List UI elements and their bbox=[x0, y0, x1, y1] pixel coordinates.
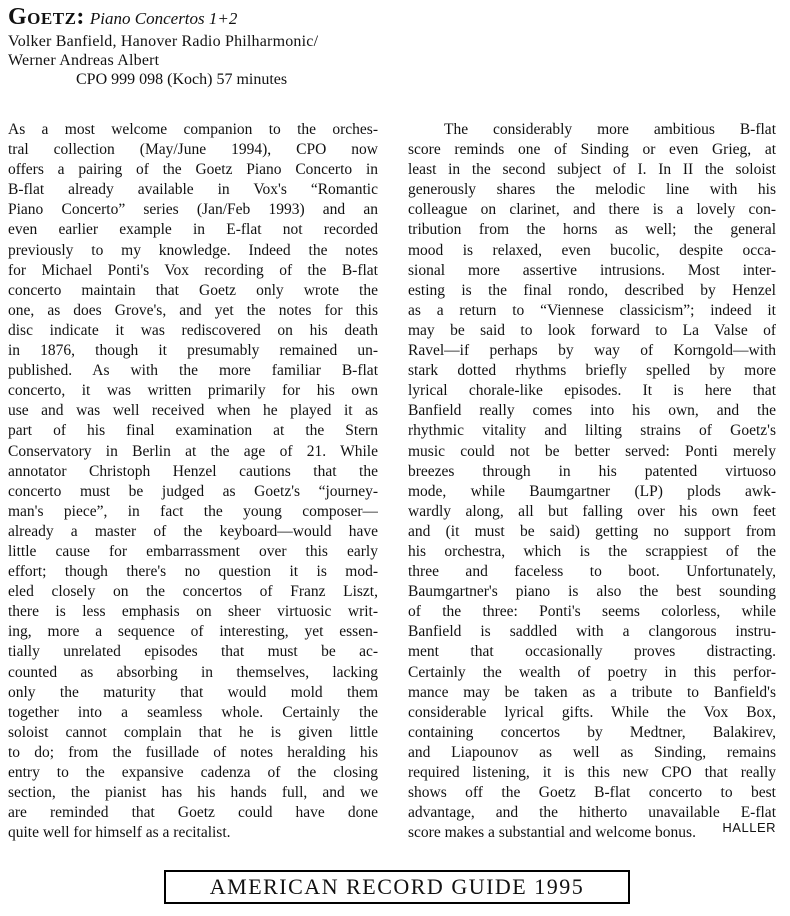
text-line: The considerably more ambitious B-flat bbox=[444, 121, 776, 138]
text-line: ing, more a sequence of interesting, yet essen- bbox=[8, 623, 378, 641]
text-line: disc indicate it was rediscovered on his death bbox=[8, 321, 378, 339]
text-line: concerto must be judged as Goetz's “journey- bbox=[8, 482, 378, 500]
right-column bbox=[408, 120, 776, 843]
text-line: effort; though there's no question it is mod- bbox=[8, 563, 378, 581]
text-line: considerable lyrical gifts. While the Vox Box, bbox=[408, 703, 776, 721]
text-line: only the maturity that would mold them bbox=[8, 683, 378, 701]
text-line: Banfield really comes into his own, and the bbox=[408, 402, 776, 420]
text-line: stark dotted rhythms briefly spelled by more bbox=[408, 362, 776, 380]
text-line: B-flat already available in Vox's “Romantic bbox=[8, 181, 378, 199]
text-line: part of his final examination at the Stern bbox=[8, 422, 378, 440]
text-line: sional more assertive intrusions. Most inter- bbox=[408, 261, 776, 279]
text-line: Baumgartner's piano is also the best sounding bbox=[408, 583, 776, 601]
text-line: required listening, it is this new CPO that really bbox=[408, 764, 776, 781]
text-line: of the three: Ponti's seems colorless, while bbox=[408, 603, 776, 621]
text-line: and Liapounov as well as Sinding, remains bbox=[408, 743, 776, 761]
text-line: As a most welcome companion to the orches- bbox=[8, 121, 378, 138]
text-line: advantage, and the hitherto unavailable E-flat bbox=[408, 804, 776, 822]
text-line: and (it must be said) getting no support from bbox=[408, 522, 776, 540]
text-line: score makes a substantial and welcome bonus. bbox=[408, 824, 696, 842]
text-line: rhythmic vitality and lilting strains of Goetz's bbox=[408, 422, 776, 440]
text-line: Banfield is saddled with a clangorous instru- bbox=[408, 623, 776, 641]
text-line: as a return to “Viennese classicism”; indeed it bbox=[408, 301, 776, 319]
performers-line-1: Volker Banfield, Hanover Radio Philharmonic/ bbox=[8, 33, 319, 50]
text-line: entry to the expansive cadenza of the closing bbox=[8, 764, 378, 781]
text-line: Ravel—if perhaps by way of Korngold—with bbox=[408, 342, 776, 360]
text-line: one, as does Grove's, and yet the notes for this bbox=[8, 301, 378, 319]
composer-name: Goetz: bbox=[8, 4, 85, 30]
text-line: wardly along, all but falling over his own feet bbox=[408, 502, 776, 520]
text-line: in 1876, though it presumably remained un- bbox=[8, 342, 378, 360]
text-line: mood is relaxed, even bucolic, despite occa- bbox=[408, 241, 776, 259]
footer-banner bbox=[164, 870, 630, 904]
text-line: least in the second subject of I. In II the soloist bbox=[408, 161, 776, 179]
text-line: for Michael Ponti's Vox recording of the B-flat bbox=[8, 261, 378, 279]
text-line: breezes through in his patented virtuoso bbox=[408, 462, 776, 480]
left-column bbox=[8, 120, 378, 843]
text-line: counted as absorbing in themselves, lacking bbox=[8, 663, 378, 681]
review-title bbox=[8, 4, 448, 32]
text-line: annotator Christoph Henzel cautions that the bbox=[8, 462, 378, 480]
text-line: lyrical chorale-like episodes. It is here that bbox=[408, 382, 776, 400]
text-line: esting is the final rondo, described by Henzel bbox=[408, 281, 776, 299]
text-line: even earlier example in E-flat not recorded bbox=[8, 221, 378, 239]
text-line: shows off the Goetz B-flat concerto to best bbox=[408, 784, 776, 802]
work-title: Piano Concertos 1+2 bbox=[89, 9, 238, 28]
text-line: little cause for embarrassment over this early bbox=[8, 542, 378, 560]
text-line: three and faceless to boot. Unfortunately, bbox=[408, 563, 776, 581]
text-line: soloist cannot complain that he is given little bbox=[8, 723, 378, 741]
text-line: colleague on clarinet, and there is a lovely con- bbox=[408, 201, 776, 219]
text-line: use and was well received when he played it as bbox=[8, 402, 378, 420]
text-line: Conservatory in Berlin at the age of 21. While bbox=[8, 442, 378, 460]
performers-line-2: Werner Andreas Albert bbox=[8, 52, 160, 69]
text-line: score reminds one of Sinding or even Grieg, at bbox=[408, 141, 776, 159]
text-line: music could not be better served: Ponti merely bbox=[408, 442, 776, 460]
reviewer-signature: HALLER bbox=[722, 820, 776, 835]
text-line: to do; from the fusillade of notes heralding his bbox=[8, 743, 378, 761]
text-line: mode, while Baumgartner (LP) plods awk- bbox=[408, 482, 776, 500]
text-line: ment that occasionally proves distracting. bbox=[408, 643, 776, 661]
text-line: eled closely on the concertos of Franz Liszt, bbox=[8, 583, 378, 601]
text-line: concerto maintain that Goetz only wrote the bbox=[8, 281, 378, 299]
text-line: together into a seamless whole. Certainly the bbox=[8, 703, 378, 721]
text-line: published. As with the more familiar B-flat bbox=[8, 362, 378, 380]
text-line: quite well for himself as a recitalist. bbox=[8, 824, 231, 842]
footer-banner-text: AMERICAN RECORD GUIDE 1995 bbox=[209, 874, 585, 899]
text-line: his orchestra, which is the scrappiest of the bbox=[408, 542, 776, 560]
text-line: Certainly the wealth of poetry in this perfor- bbox=[408, 663, 776, 681]
text-line: there is less emphasis on sheer virtuosic writ- bbox=[8, 603, 378, 621]
text-line: tral collection (May/June 1994), CPO now bbox=[8, 141, 378, 159]
review-header bbox=[8, 4, 448, 90]
text-line: tially unrelated episodes that must be ac- bbox=[8, 643, 378, 661]
text-line: man's piece”, in fact the young composer— bbox=[8, 502, 378, 520]
text-line: offers a pairing of the Goetz Piano Concerto in bbox=[8, 161, 378, 179]
text-line: Piano Concerto” series (Jan/Feb 1993) and an bbox=[8, 201, 378, 219]
label-catalog: CPO 999 098 (Koch) 57 minutes bbox=[76, 71, 288, 88]
text-line: concerto, it was written primarily for his own bbox=[8, 382, 378, 400]
text-line: section, the pianist has his hands full, and we bbox=[8, 784, 378, 802]
text-line: previously to my knowledge. Indeed the notes bbox=[8, 241, 378, 259]
text-line: generously shares the melodic line with his bbox=[408, 181, 776, 199]
text-line: already a master of the keyboard—would have bbox=[8, 522, 378, 540]
text-line: tribution from the horns as well; the general bbox=[408, 221, 776, 239]
text-line: mance may be taken as a tribute to Banfield's bbox=[408, 683, 776, 701]
text-line: are reminded that Goetz could have done bbox=[8, 804, 378, 822]
text-line: containing concertos by Medtner, Balakirev, bbox=[408, 723, 776, 741]
text-line: may be said to look forward to La Valse of bbox=[408, 321, 776, 339]
